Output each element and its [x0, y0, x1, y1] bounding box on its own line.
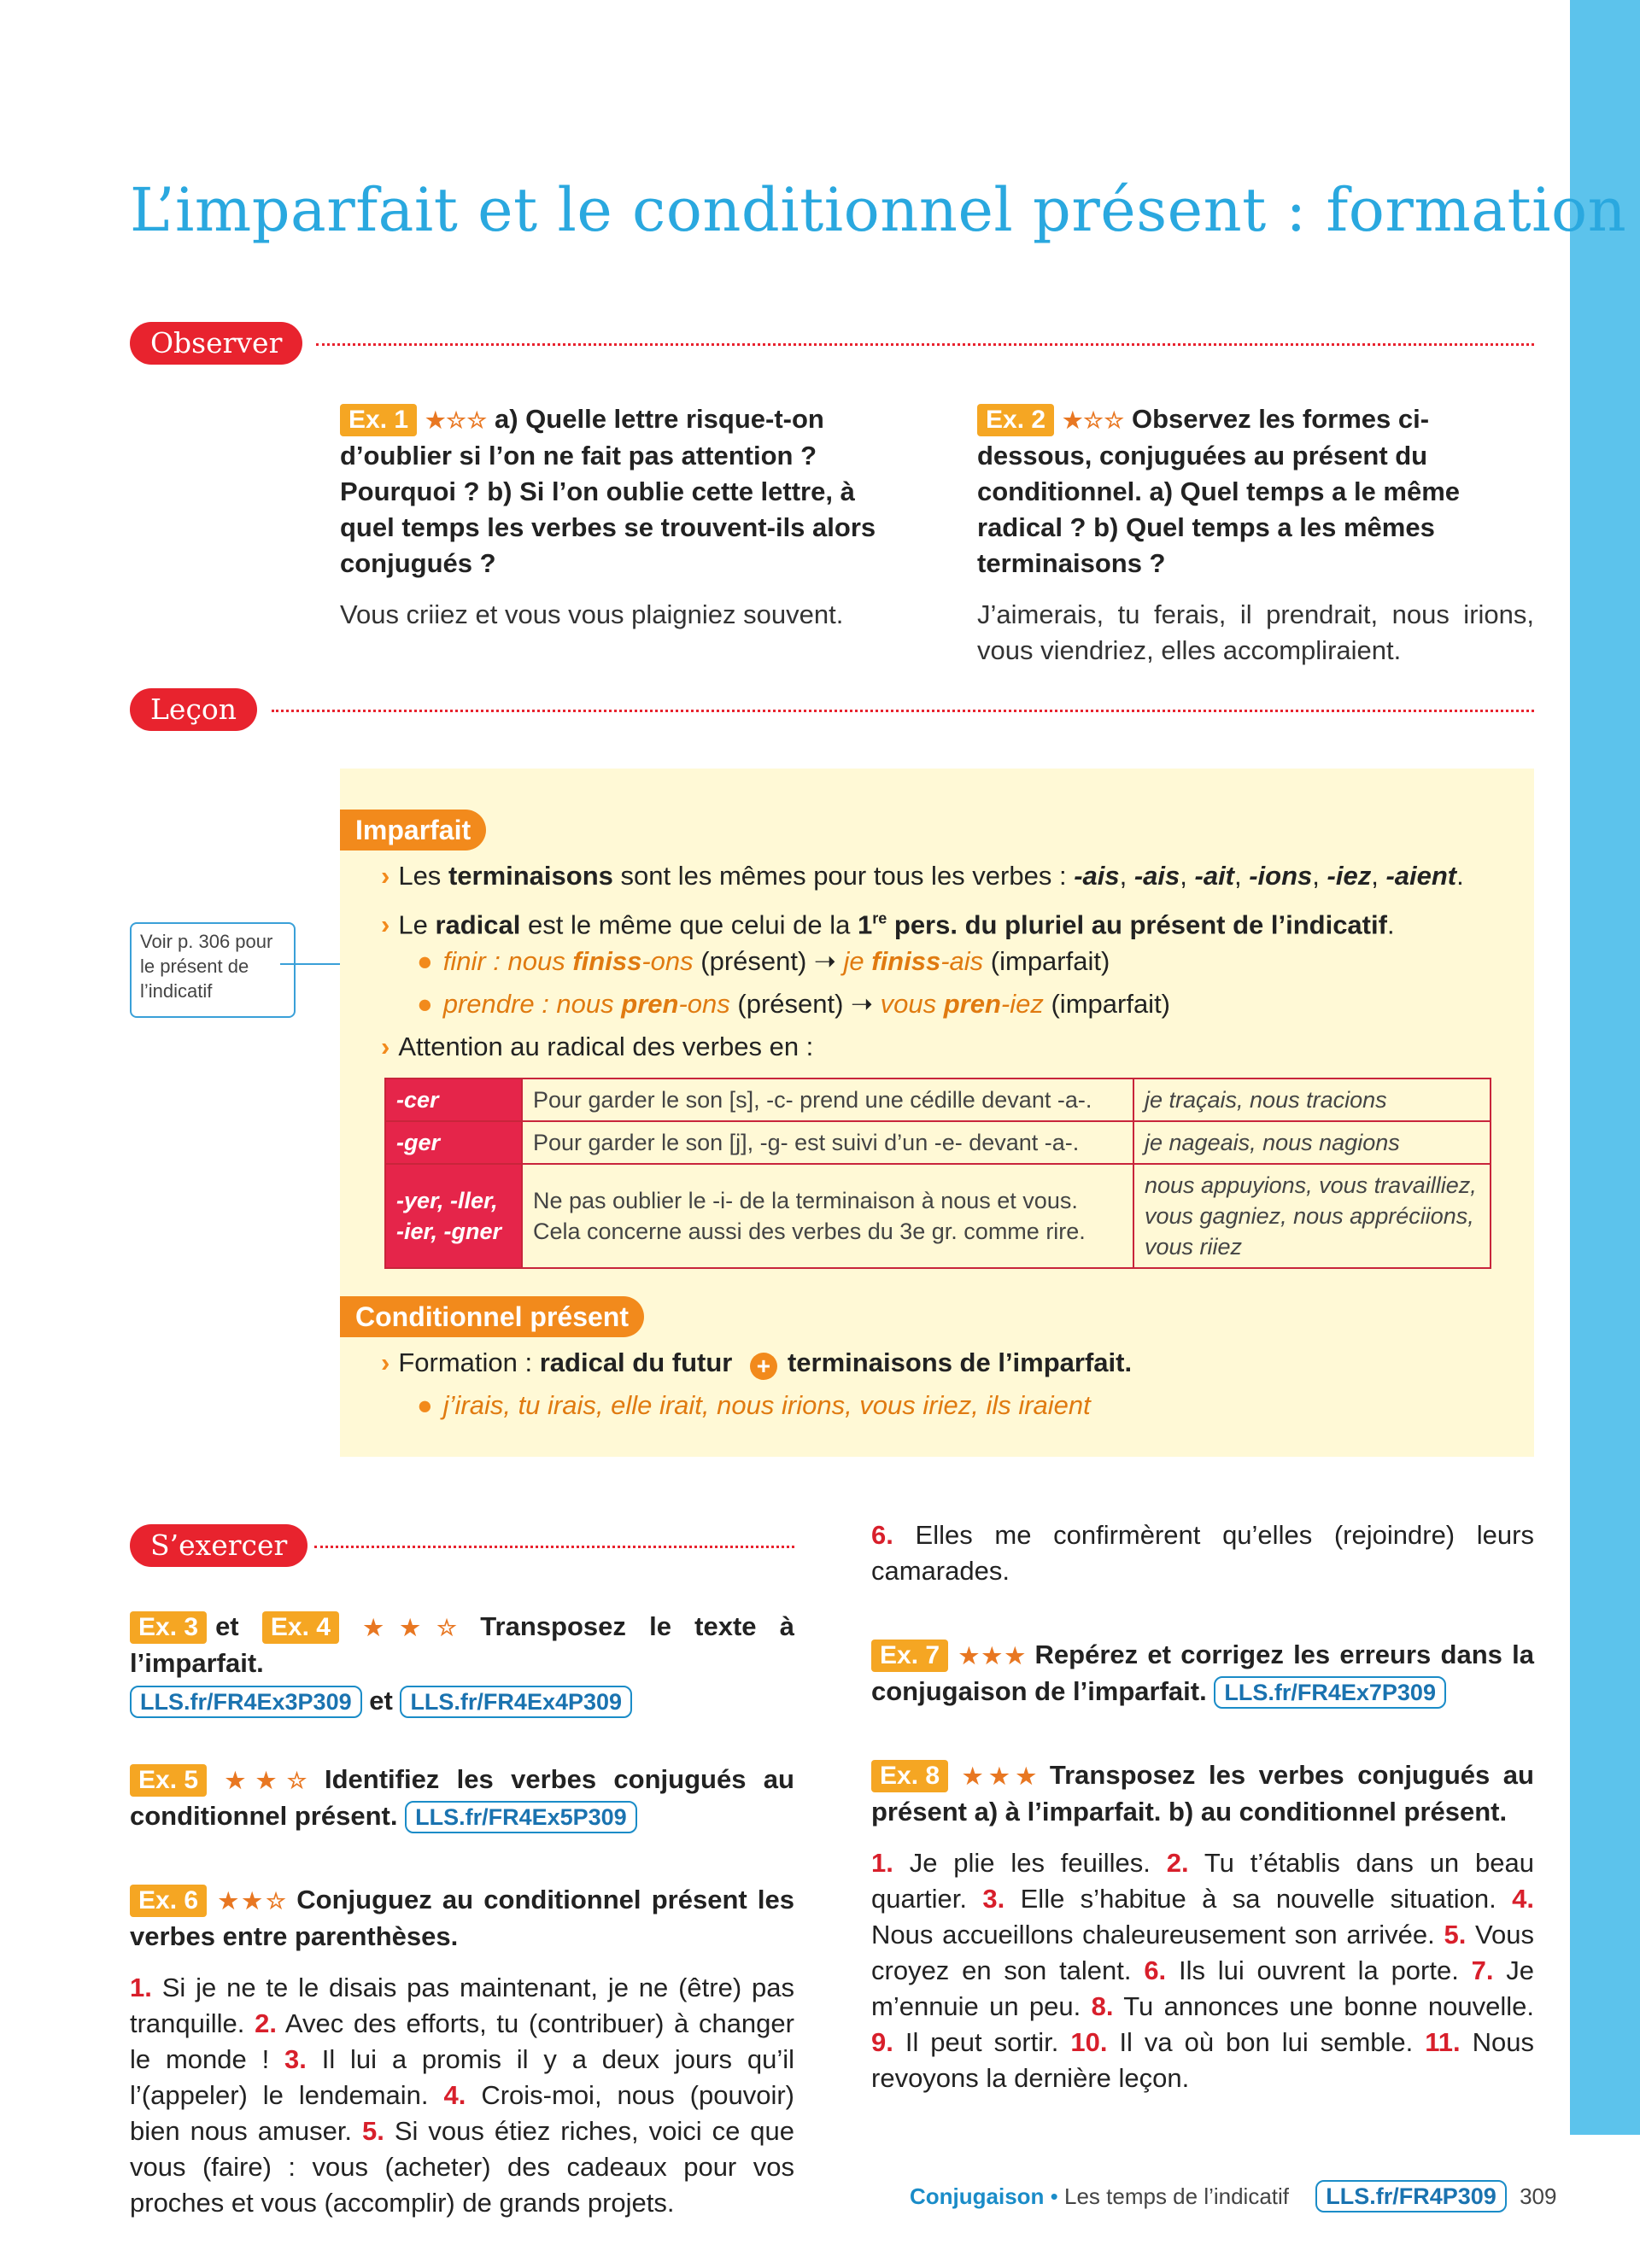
- table-head-cell: -yer, -ller, -ier, -gner: [385, 1164, 522, 1268]
- text: radical du futur: [539, 1347, 733, 1377]
- left-column: [130, 1609, 794, 2221]
- lls-link[interactable]: LLS.fr/FR4Ex3P309: [130, 1686, 362, 1718]
- page-title: L’imparfait et le conditionnel présent : formation: [130, 175, 1627, 245]
- text: pren: [943, 989, 1001, 1019]
- table-head-cell: -cer: [385, 1078, 522, 1121]
- ex7-title: [871, 1637, 1534, 1710]
- ex8-text: [871, 1845, 1534, 2096]
- text: ,: [1371, 861, 1386, 891]
- ex6-continued: [871, 1517, 1534, 1589]
- text: -ons: [641, 946, 694, 976]
- ex4-badge: Ex. 4: [262, 1611, 339, 1644]
- rule-radical: [381, 901, 1395, 943]
- item-number: 5.: [362, 2116, 384, 2146]
- table-row: [385, 1121, 1491, 1164]
- ex6-title: [130, 1882, 794, 1955]
- item-text: Tu t’établis dans un beau quartier.: [871, 1848, 1534, 1914]
- difficulty-stars-icon: ★☆☆: [1063, 407, 1125, 433]
- ex8-badge: Ex. 8: [871, 1760, 948, 1792]
- footer-section: Conjugaison: [910, 2183, 1045, 2209]
- difficulty-stars-icon: ★★☆: [347, 1615, 474, 1640]
- text: -ais: [940, 946, 984, 976]
- text: -ons: [678, 989, 730, 1019]
- ex6-text: [130, 1970, 794, 2221]
- text: vous: [880, 989, 944, 1019]
- tag-conditionnel: Conditionnel présent: [340, 1296, 644, 1337]
- example-conditionnel: [417, 1388, 1091, 1423]
- tag-imparfait: Imparfait: [340, 810, 486, 850]
- item-text: Je plie les feuilles.: [909, 1848, 1151, 1878]
- ex5-title: [130, 1762, 794, 1834]
- lls-link[interactable]: LLS.fr/FR4Ex4P309: [400, 1686, 632, 1718]
- lls-link[interactable]: LLS.fr/FR4Ex5P309: [405, 1801, 637, 1833]
- side-tab: [1570, 0, 1640, 2135]
- footer-link[interactable]: LLS.fr/FR4P309: [1315, 2180, 1507, 2212]
- table-desc-cell: Pour garder le son [s], -c- prend une cédille devant -a-.: [522, 1078, 1133, 1121]
- plus-icon: +: [750, 1353, 777, 1380]
- ending: -ais: [1074, 861, 1120, 891]
- text: finir : nous: [442, 946, 573, 976]
- item-number: 2.: [255, 2008, 277, 2038]
- ex2-badge: Ex. 2: [977, 404, 1054, 436]
- table-example-cell: je traçais, nous tracions: [1133, 1078, 1491, 1121]
- chevron-right-icon: ›: [381, 1347, 390, 1377]
- text: et: [215, 1611, 239, 1641]
- table-example-cell: nous appuyions, vous travailliez, vous gagniez, nous appréciions, vous riiez: [1133, 1164, 1491, 1268]
- side-note: Voir p. 306 pour le présent de l’indicatif: [130, 922, 296, 1018]
- text: ,: [1234, 861, 1250, 891]
- text: pers. du pluriel au présent de l’indicatif: [887, 909, 1387, 940]
- text: Conjuguez au conditionnel présent les verbes entre parenthèses.: [130, 1885, 794, 1951]
- item-text: Si vous étiez riches, voici ce que vous (faire) : vous (acheter) des cadeaux pour vos proches et vous (accomplir) de grands projets.: [130, 2116, 794, 2218]
- item-text: Nous accueillons chaleureusement son arrivée.: [871, 1920, 1435, 1949]
- item-number: 2.: [1166, 1848, 1189, 1878]
- text: re: [872, 910, 887, 927]
- text: et: [369, 1686, 393, 1716]
- text: Attention au radical des verbes en :: [398, 1032, 814, 1061]
- ex1-text: Vous criiez et vous vous plaigniez souvent.: [340, 599, 844, 629]
- chevron-right-icon: ›: [381, 909, 390, 940]
- item-text: Vous croyez en son talent.: [871, 1920, 1534, 1985]
- item-text: Avec des efforts, tu (contribuer) à changer le monde !: [130, 2008, 794, 2074]
- bullet-icon: ●: [417, 989, 433, 1019]
- text: (imparfait): [1043, 989, 1171, 1019]
- table-row: [385, 1078, 1491, 1121]
- footer-subsection: Les temps de l’indicatif: [1064, 2183, 1290, 2209]
- ending: -ions: [1249, 861, 1313, 891]
- item-text: Il va où bon lui semble.: [1119, 2027, 1414, 2057]
- difficulty-stars-icon: ★☆☆: [425, 407, 488, 433]
- bullet-icon: ●: [417, 1390, 433, 1420]
- item-text: Ils lui ouvrent la porte.: [1178, 1955, 1459, 1985]
- text: Identifiez les verbes conjugués au conditionnel présent.: [130, 1764, 794, 1831]
- chevron-right-icon: ›: [381, 861, 390, 891]
- item-number: 9.: [871, 2027, 893, 2057]
- text: prendre : nous: [442, 989, 622, 1019]
- bullet-icon: ●: [417, 946, 433, 976]
- text: terminaisons de l’imparfait.: [787, 1347, 1133, 1377]
- text: (présent) ➝: [693, 946, 844, 976]
- text: finiss: [572, 946, 642, 976]
- section-sexercer: S’exercer: [130, 1524, 308, 1567]
- item-text: Elles me confirmèrent qu’elles (rejoindre) leurs camarades.: [871, 1520, 1534, 1586]
- right-column: [871, 1517, 1534, 2096]
- text: .: [1456, 861, 1464, 891]
- item-text: Il lui a promis il y a deux jours qu’il l’(appeler) le lendemain.: [130, 2044, 794, 2110]
- text: ,: [1312, 861, 1327, 891]
- text: j’irais, tu irais, elle irait, nous irions, vous iriez, ils iraient: [442, 1390, 1091, 1420]
- text: .: [1386, 909, 1395, 940]
- ex1-prompt: [340, 401, 899, 582]
- ex5-badge: Ex. 5: [130, 1764, 207, 1797]
- difficulty-stars-icon: ★★★: [957, 1763, 1043, 1789]
- difficulty-stars-icon: ★★★: [957, 1643, 1028, 1669]
- footer-separator: •: [1044, 2183, 1064, 2209]
- section-lecon: Leçon: [130, 688, 257, 731]
- text: 1: [858, 909, 873, 940]
- ending: -ait: [1194, 861, 1234, 891]
- chevron-right-icon: ›: [381, 1032, 390, 1061]
- text: sont les mêmes pour tous les verbes :: [612, 861, 1075, 891]
- ex2: [977, 401, 1534, 669]
- item-text: Je m’ennuie un peu.: [871, 1955, 1535, 2021]
- ending: -iez: [1327, 861, 1372, 891]
- table-head-cell: -ger: [385, 1121, 522, 1164]
- ending: -aient: [1385, 861, 1457, 891]
- ex6-badge: Ex. 6: [130, 1885, 207, 1917]
- text: Transposez le texte à l’imparfait.: [130, 1611, 794, 1678]
- item-number: 1.: [130, 1973, 152, 2002]
- table-row: [385, 1164, 1491, 1268]
- text: Formation :: [398, 1347, 540, 1377]
- ex2-prompt: [977, 401, 1534, 582]
- ex3-title: [130, 1609, 794, 1681]
- text: Transposez les verbes conjugués au présent a) à l’imparfait. b) au conditionnel présent.: [871, 1760, 1534, 1827]
- ex1: [340, 401, 899, 633]
- table-desc-cell: Pour garder le son [j], -g- est suivi d’un -e- devant -a-.: [522, 1121, 1133, 1164]
- example-prendre: [417, 986, 1170, 1022]
- ex8-title: [871, 1757, 1534, 1830]
- item-number: 1.: [871, 1848, 893, 1878]
- ending: -ais: [1133, 861, 1180, 891]
- ex3-links: [130, 1683, 794, 1719]
- section-observer: Observer: [130, 322, 302, 365]
- item-text: Tu annonces une bonne nouvelle.: [1123, 1991, 1534, 2021]
- difficulty-stars-icon: ★★☆: [215, 1888, 290, 1914]
- lls-link[interactable]: LLS.fr/FR4Ex7P309: [1214, 1676, 1446, 1709]
- table-desc-cell: Ne pas oublier le -i- de la terminaison à nous et vous. Cela concerne aussi des verbes du 3e gr. comme rire.: [522, 1164, 1133, 1268]
- note-connector: [280, 963, 340, 965]
- text: terminaisons: [448, 861, 613, 891]
- item-number: 4.: [1512, 1884, 1534, 1914]
- ex1-prompt-text: a) Quelle lettre risque-t-on d’oublier si l’on ne fait pas attention ? Pourquoi ? b) Si l’on oublie cette lettre, à quel temps les verbes se trouvent-ils alors conjugués ?: [340, 404, 876, 578]
- text: ,: [1180, 861, 1195, 891]
- footer: [910, 2180, 1556, 2212]
- ex2-text: J’aimerais, tu ferais, il prendrait, nous irions, vous viendriez, elles accompliraient.: [977, 599, 1534, 665]
- item-text: Il peut sortir.: [905, 2027, 1059, 2057]
- rule-formation: [381, 1345, 1132, 1381]
- text: je: [843, 946, 872, 976]
- text: radical: [435, 909, 521, 940]
- ex2-prompt-text: Observez les formes ci-dessous, conjuguées au présent du conditionnel. a) Quel temps a le même radical ? b) Quel temps a les mêmes terminaisons ?: [977, 404, 1461, 578]
- text: ,: [1119, 861, 1134, 891]
- item-number: 3.: [982, 1884, 1005, 1914]
- difficulty-stars-icon: ★★☆: [215, 1768, 318, 1793]
- text: est le même que celui de la: [520, 909, 858, 940]
- ex1-badge: Ex. 1: [340, 404, 417, 436]
- item-number: 5.: [1444, 1920, 1467, 1949]
- table-example-cell: je nageais, nous nagions: [1133, 1121, 1491, 1164]
- item-number: 6.: [1144, 1955, 1167, 1985]
- item-text: Crois-moi, nous (pouvoir) bien nous amuser.: [130, 2080, 795, 2146]
- radical-table: [384, 1078, 1491, 1269]
- item-number: 8.: [1091, 1991, 1114, 2021]
- text: (présent) ➝: [729, 989, 881, 1019]
- rule-terminaisons: [381, 858, 1464, 894]
- ex3-badge: Ex. 3: [130, 1611, 207, 1644]
- item-text: Elle s’habitue à sa nouvelle situation.: [1020, 1884, 1496, 1914]
- item-number: 3.: [284, 2044, 307, 2074]
- divider: [272, 710, 1534, 712]
- text: Repérez et corrigez les erreurs dans la conjugaison de l’imparfait.: [871, 1640, 1534, 1706]
- example-finir: [417, 944, 1110, 979]
- divider: [314, 1546, 794, 1548]
- page-number: 309: [1520, 2183, 1557, 2209]
- text: finiss: [871, 946, 941, 976]
- item-number: 11.: [1425, 2027, 1461, 2057]
- item-text: Nous revoyons la dernière leçon.: [871, 2027, 1534, 2093]
- text: Les: [398, 861, 448, 891]
- rule-attention: [381, 1029, 813, 1065]
- text: Le: [398, 909, 436, 940]
- ex7-badge: Ex. 7: [871, 1640, 948, 1672]
- text: pren: [621, 989, 679, 1019]
- item-number: 6.: [871, 1520, 893, 1550]
- text: -iez: [1000, 989, 1044, 1019]
- item-number: 7.: [1471, 1955, 1494, 1985]
- item-number: 4.: [443, 2080, 466, 2110]
- divider: [316, 343, 1534, 346]
- item-number: 10.: [1070, 2027, 1108, 2057]
- text: (imparfait): [983, 946, 1110, 976]
- item-text: Si je ne te le disais pas maintenant, je ne (être) pas tranquille.: [130, 1973, 794, 2038]
